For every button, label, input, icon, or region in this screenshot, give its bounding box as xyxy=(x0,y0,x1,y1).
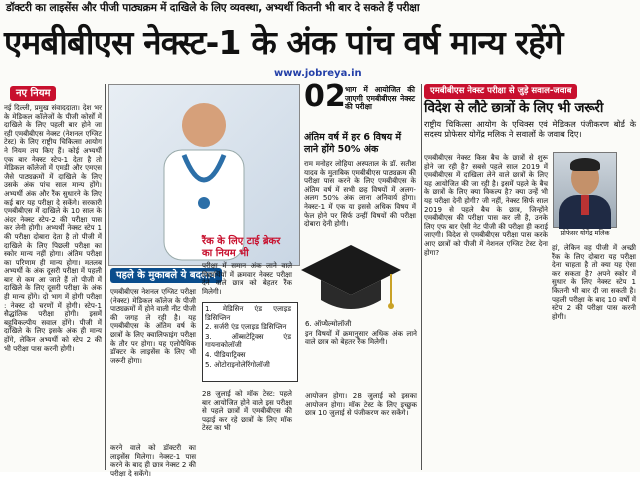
person-photo xyxy=(553,152,617,228)
column-divider xyxy=(105,84,106,470)
big-number: 02 xyxy=(304,79,346,114)
section-tag-qa: एमबीबीएस नेक्स्ट परीक्षा से जुड़े सवाल-जवाब xyxy=(424,84,577,99)
main-headline: एमबीबीएस नेक्स्ट-1 के अंक पांच वर्ष मान्य रहेंगे xyxy=(4,23,563,62)
section-tag-changes: पहले के मुकाबले ये बदलाव xyxy=(110,268,222,283)
number-caption: भाग में आयोजित की जाएगी एमबीबीएस नेक्स्ट की परीक्षा xyxy=(345,85,415,112)
section-tag-new-rules: नए नियम xyxy=(10,86,56,101)
mid-subheading: अंतिम वर्ष में हर 6 विषय में लाने होंगे 50% अंक xyxy=(304,132,402,155)
rank-body: परीक्षा में समान अंक लाने वाले विद्यार्थियों में क्रमवार नेक्स्ट परीक्षा देने वाले छात्र को बेहतर रैंक मिलेगी। xyxy=(202,261,292,296)
rank-item-5: 5. ओटोराइनोलेरिंगोलॉजी xyxy=(205,359,270,369)
bottom-text-1: करने वाले को डॉक्टरी का लाइसेंस मिलेगा। नेक्स्ट-1 पास करने के बाद ही छात्र नेक्स्ट 2 की परीक्षा दे सकेंगे। xyxy=(110,443,196,478)
rank-item-1: 1. मेडिसिन एंड एलाइड डिसिप्लिन xyxy=(205,304,291,322)
rank-item-3: 3. ऑब्सटेट्रिक्स एंड गायनाकोलॉजी xyxy=(205,331,291,350)
right-headline: विदेश से लौटे छात्रों के लिए भी जरूरी xyxy=(424,100,604,116)
right-qa-body-2: हां, लेकिन वह पीजी में अच्छी रैंक के लिए दोबारा यह परीक्षा देना चाहता है तो क्या यह ऐसा कर सकता है? अपने स्कोर में सुधार के लिए नेक्स्ट स्टेप 1 कितनी भी बार दी जा सकती है। पहली परीक्षा के बाद 10 वर्षों में स्टेप 2 की परीक्षा पास करनी होगी। xyxy=(552,243,636,321)
bottom-text-3: आयोजन होगा। 28 जुलाई को इसका आयोजन होगा। मॉक टेस्ट के लिए इच्छुक छात्र 10 जुलाई से पंजीकरण कर सकेंगे। xyxy=(305,391,417,418)
mid-body: राम मनोहर लोहिया अस्पताल के डॉ. सतीश यादव के मुताबिक एमबीबीएस पाठ्यक्रम की परीक्षा पास करने के लिए एमबीबीएस के अंतिम वर्ष में सभी छह विषयों में अलग-अलग 50% अंक लाना अनिवार्य होगा। नेक्स्ट-1 में एक या इससे अधिक विषय में फेल होने पर सिर्फ उन्हीं विषयों की परीक्षा दोबारा देनी होगी। xyxy=(304,159,416,229)
right-qa-body: एमबीबीएस नेक्स्ट किस बैच के छात्रों से शुरू होने जा रही है? सबसे पहले साल 2019 में एमबीबीएस में दाखिला लेने वाले छात्रों के लिए यह आयोजित की जा रही है। इसमें पहले के बैच के छात्रों के लिए क्या विकल्प है? क्या उन्हें भी यह परीक्षा देनी होगी? जी नहीं, नेक्स्ट सिर्फ साल 2019 से पहले बैच के छात्र, जिन्होंने एमबीबीएस की परीक्षा पास कर ली है, उनके लिए एफ बार ऐसी नेट पीजी की परीक्षा ही कराई जाएगी। विदेश से एमबीबीएस परीक्षा पास करके आए छात्रों को पीजी में नेशनल एग्जिट टेस्ट देना होगा? xyxy=(424,153,548,257)
photo-caption: प्रोफेसर योगेंद्र मलिक xyxy=(560,229,610,237)
rank-continued xyxy=(305,320,417,386)
kicker-headline: डॉक्टरी का लाइसेंस और पीजी पाठ्यक्रम में दाखिले के लिए व्यवस्था, अभ्यर्थी कितनी भी बार दे सकते हैं परीक्षा xyxy=(6,2,420,14)
changes-body: एमबीबीएस नेशनल एग्जिट परीक्षा (नेक्स्ट) मेडिकल कॉलेज के पीजी पाठ्यक्रमों में होने वाली नीट पीजी की जगह ले रही है। यह एमबीबीएस के अंतिम वर्ष के छात्रों के लिए क्वालिफाइंग परीक्षा के तौर पर होगा। यह एलोपैथिक डॉक्टर के लाइसेंस के लिए भी जरूरी होगा। xyxy=(110,287,196,365)
left-column-body xyxy=(4,104,102,468)
right-divider xyxy=(421,84,422,470)
watermark: www.jobreya.in xyxy=(274,68,362,79)
rank-item-2: 2. सर्जरी एंड एलाइड डिसिप्लिन xyxy=(205,322,287,332)
right-intro: राष्ट्रीय चिकित्सा आयोग के एथिक्स एवं मेडिकल पंजीकरण बोर्ड के सदस्य प्रोफेसर योगेंद्र मलिक ने सवालों के जवाब दिए। xyxy=(424,119,636,139)
rank-item-6: 6. ऑप्थैल्मोलॉजी xyxy=(305,319,352,328)
rank-list xyxy=(202,302,298,382)
bottom-text-2: 28 जुलाई को मॉक टेस्ट: पहले बार आयोजित होने वाले इस परीक्षा से पहले छात्रों में एमबीबीएस की पढ़ाई कर रहे छात्रों के लिए मॉक टेस्ट का भी xyxy=(202,389,292,433)
rank-title: रैंक के लिए टाई ब्रेकर का नियम भी xyxy=(202,236,281,259)
left-body-text: नई दिल्ली, प्रमुख संवाददाता। देश भर के मेडिकल कॉलेजों के पीजी कोर्सों में दाखिले के लिए पहली बार होने जा रही एमबीबीएस नेक्स्ट (नेशनल एग्जिट टेस्ट) के लिए राष्ट्रीय चिकित्सा आयोग ने नियम तय किए हैं। कोई अभ्यर्थी एक बार नेक्स्ट स्टेप-1 देता है तो मेडिकल कॉलेजों में एमडी और एमएस जैसे पाठ्यक्रमों में दाखिले के लिए उसके अंक पांच साल मान्य होंगे। अभ्यर्थी अंक और रैंक सुधारने के लिए कई बार यह परीक्षा दे सकेंगे। सरकारी एमबीबीएस में दाखिले के 10 साल के अंदर नेक्स्ट स्टेप-2 की परीक्षा पास कर लेनी होगी। अभ्यर्थी नेक्स्ट स्टेप 1 की परीक्षा दोबारा देता है तो पीजी में दाखिले के लिए पिछली परीक्षा का स्कोर मान्य नहीं होगा। अंतिम परीक्षा का परिणाम ही मान्य होगा। मतलब अभ्यर्थी के अंक दूसरी परीक्षा में पहली बार से कम आ जाते हैं तो पीजी में दाखिले के लिए दूसरी परीक्षा के अंक ही मान्य होंगे। दो भाग में होगी परीक्षा : नेक्स्ट दो चरणों में होगी। स्टेप-1 सैद्धांतिक परीक्षा होगी। इसमें बहुविकल्पीय सवाल होंगे। पीजी में दाखिले के लिए इसके अंक ही मान्य होंगे, लेकिन अभ्यर्थी को स्टेप 2 की भी परीक्षा पास करनी होगी। xyxy=(4,103,102,353)
graduation-cap-icon xyxy=(296,240,406,320)
rank-item-4: 4. पीडियाट्रिक्स xyxy=(205,349,246,359)
rank-body-2: इन विषयों में क्रमानुसार अधिक अंक लाने वाले छात्र को बेहतर रैंक मिलेगी। xyxy=(305,328,417,347)
